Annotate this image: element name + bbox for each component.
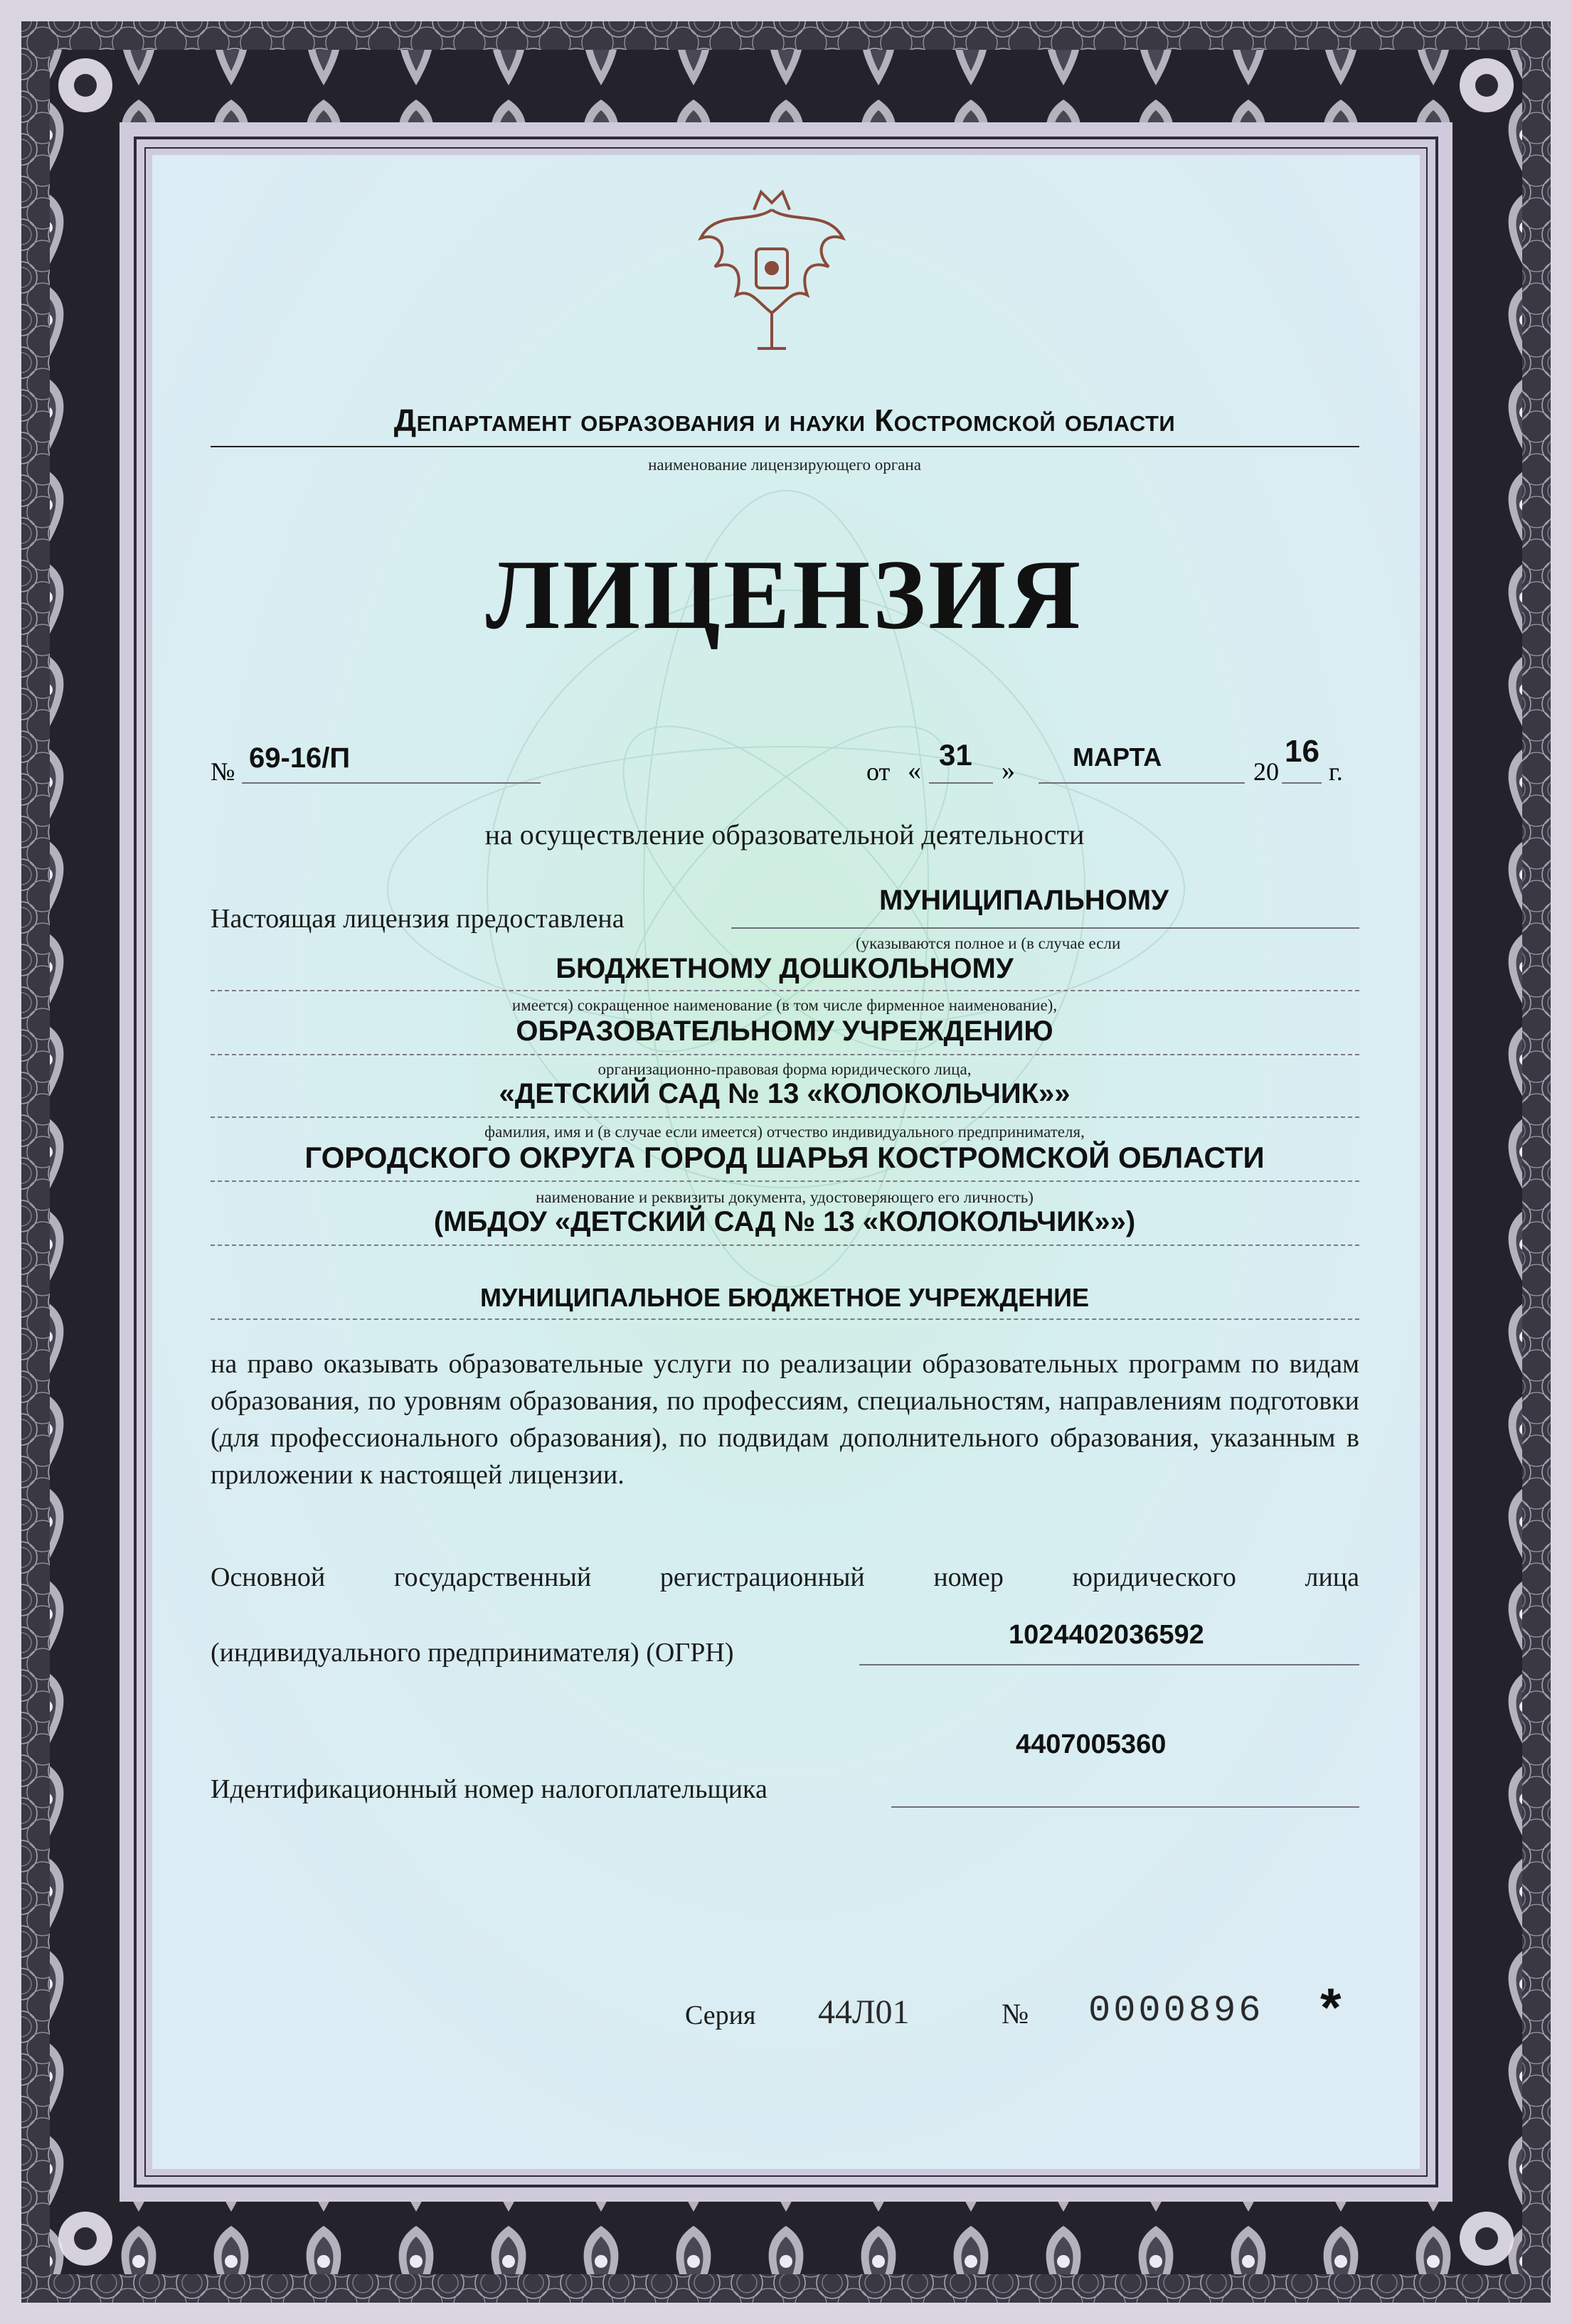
from-label: от	[866, 757, 891, 786]
inn-label: Идентификационный номер налогоплательщика	[211, 1774, 768, 1804]
ogrn-label-line-2: (индивидуального предпринимателя) (ОГРН)	[211, 1638, 734, 1668]
series-value: 44Л01	[818, 1993, 910, 2031]
licensee-line-3: ОБРАЗОВАТЕЛЬНОМУ УЧРЕЖДЕНИЮ	[516, 1016, 1053, 1047]
license-day: 31	[939, 738, 972, 772]
licensee-caption-3: организационно-правовая форма юридического лица,	[598, 1060, 972, 1078]
licensee-line-5: ГОРОДСКОГО ОКРУГА ГОРОД ШАРЬЯ КОСТРОМСКОЙ ОБЛАСТИ	[304, 1141, 1265, 1174]
licensee-caption-4: фамилия, имя и (в случае если имеется) отчество индивидуального предпринимателя,	[484, 1123, 1085, 1141]
number-sign: №	[211, 757, 235, 786]
licensee-line-2: БЮДЖЕТНОМУ ДОШКОЛЬНОМУ	[556, 953, 1014, 984]
license-number: 69-16/П	[249, 742, 351, 774]
document-title: ЛИЦЕНЗИЯ	[485, 540, 1084, 650]
series-number-sign: №	[1002, 1998, 1029, 2030]
licensee-caption-1: (указываются полное и (в случае если	[856, 934, 1121, 952]
licensee-line-4: «ДЕТСКИЙ САД № 13 «КОЛОКОЛЬЧИК»»	[499, 1078, 1071, 1109]
year-suffix: 16	[1285, 734, 1319, 769]
licensee-intro: Настоящая лицензия предоставлена	[211, 904, 625, 934]
licensee-line-1: МУНИЦИПАЛЬНОМУ	[879, 885, 1169, 916]
series-number: 0000896	[1088, 1990, 1264, 2032]
year-prefix: 20	[1253, 757, 1279, 786]
license-purpose: на осуществление образовательной деятельности	[484, 819, 1085, 851]
quote-close: »	[1002, 756, 1015, 786]
rights-paragraph: на право оказывать образовательные услуги по реализации образовательных программ по видам образования, по уровням образования, по профессиям, специальностям, направлениям подготовки (для профессионального образования), по подвидам дополнительного образования, указанным в приложении к настоящей лицензии.	[211, 1349, 1359, 1490]
licensing-authority: Департамент образования и науки Костромской области	[393, 403, 1176, 438]
document-body	[162, 165, 1407, 2156]
quote-open: «	[908, 756, 921, 786]
license-month: МАРТА	[1073, 742, 1162, 772]
series-label: Серия	[685, 2000, 756, 2030]
licensee-caption-2: имеется) сокращенное наименование (в том числе фирменное наименование),	[511, 996, 1058, 1014]
year-unit: г.	[1329, 757, 1343, 786]
inn-value: 4407005360	[1016, 1729, 1167, 1759]
licensee-line-6: (МБДОУ «ДЕТСКИЙ САД № 13 «КОЛОКОЛЬЧИК»»)	[433, 1206, 1136, 1237]
ogrn-value: 1024402036592	[1009, 1620, 1204, 1650]
licensee-caption-5: наименование и реквизиты документа, удостоверяющего его личность)	[536, 1188, 1034, 1206]
asterisk-icon: *	[1320, 1978, 1342, 2038]
authority-caption: наименование лицензирующего органа	[648, 456, 921, 474]
ogrn-label-line-1: Основной государственный регистрационный номер юридического лица	[211, 1562, 1359, 1592]
licensee-line-7: МУНИЦИПАЛЬНОЕ БЮДЖЕТНОЕ УЧРЕЖДЕНИЕ	[480, 1283, 1089, 1312]
